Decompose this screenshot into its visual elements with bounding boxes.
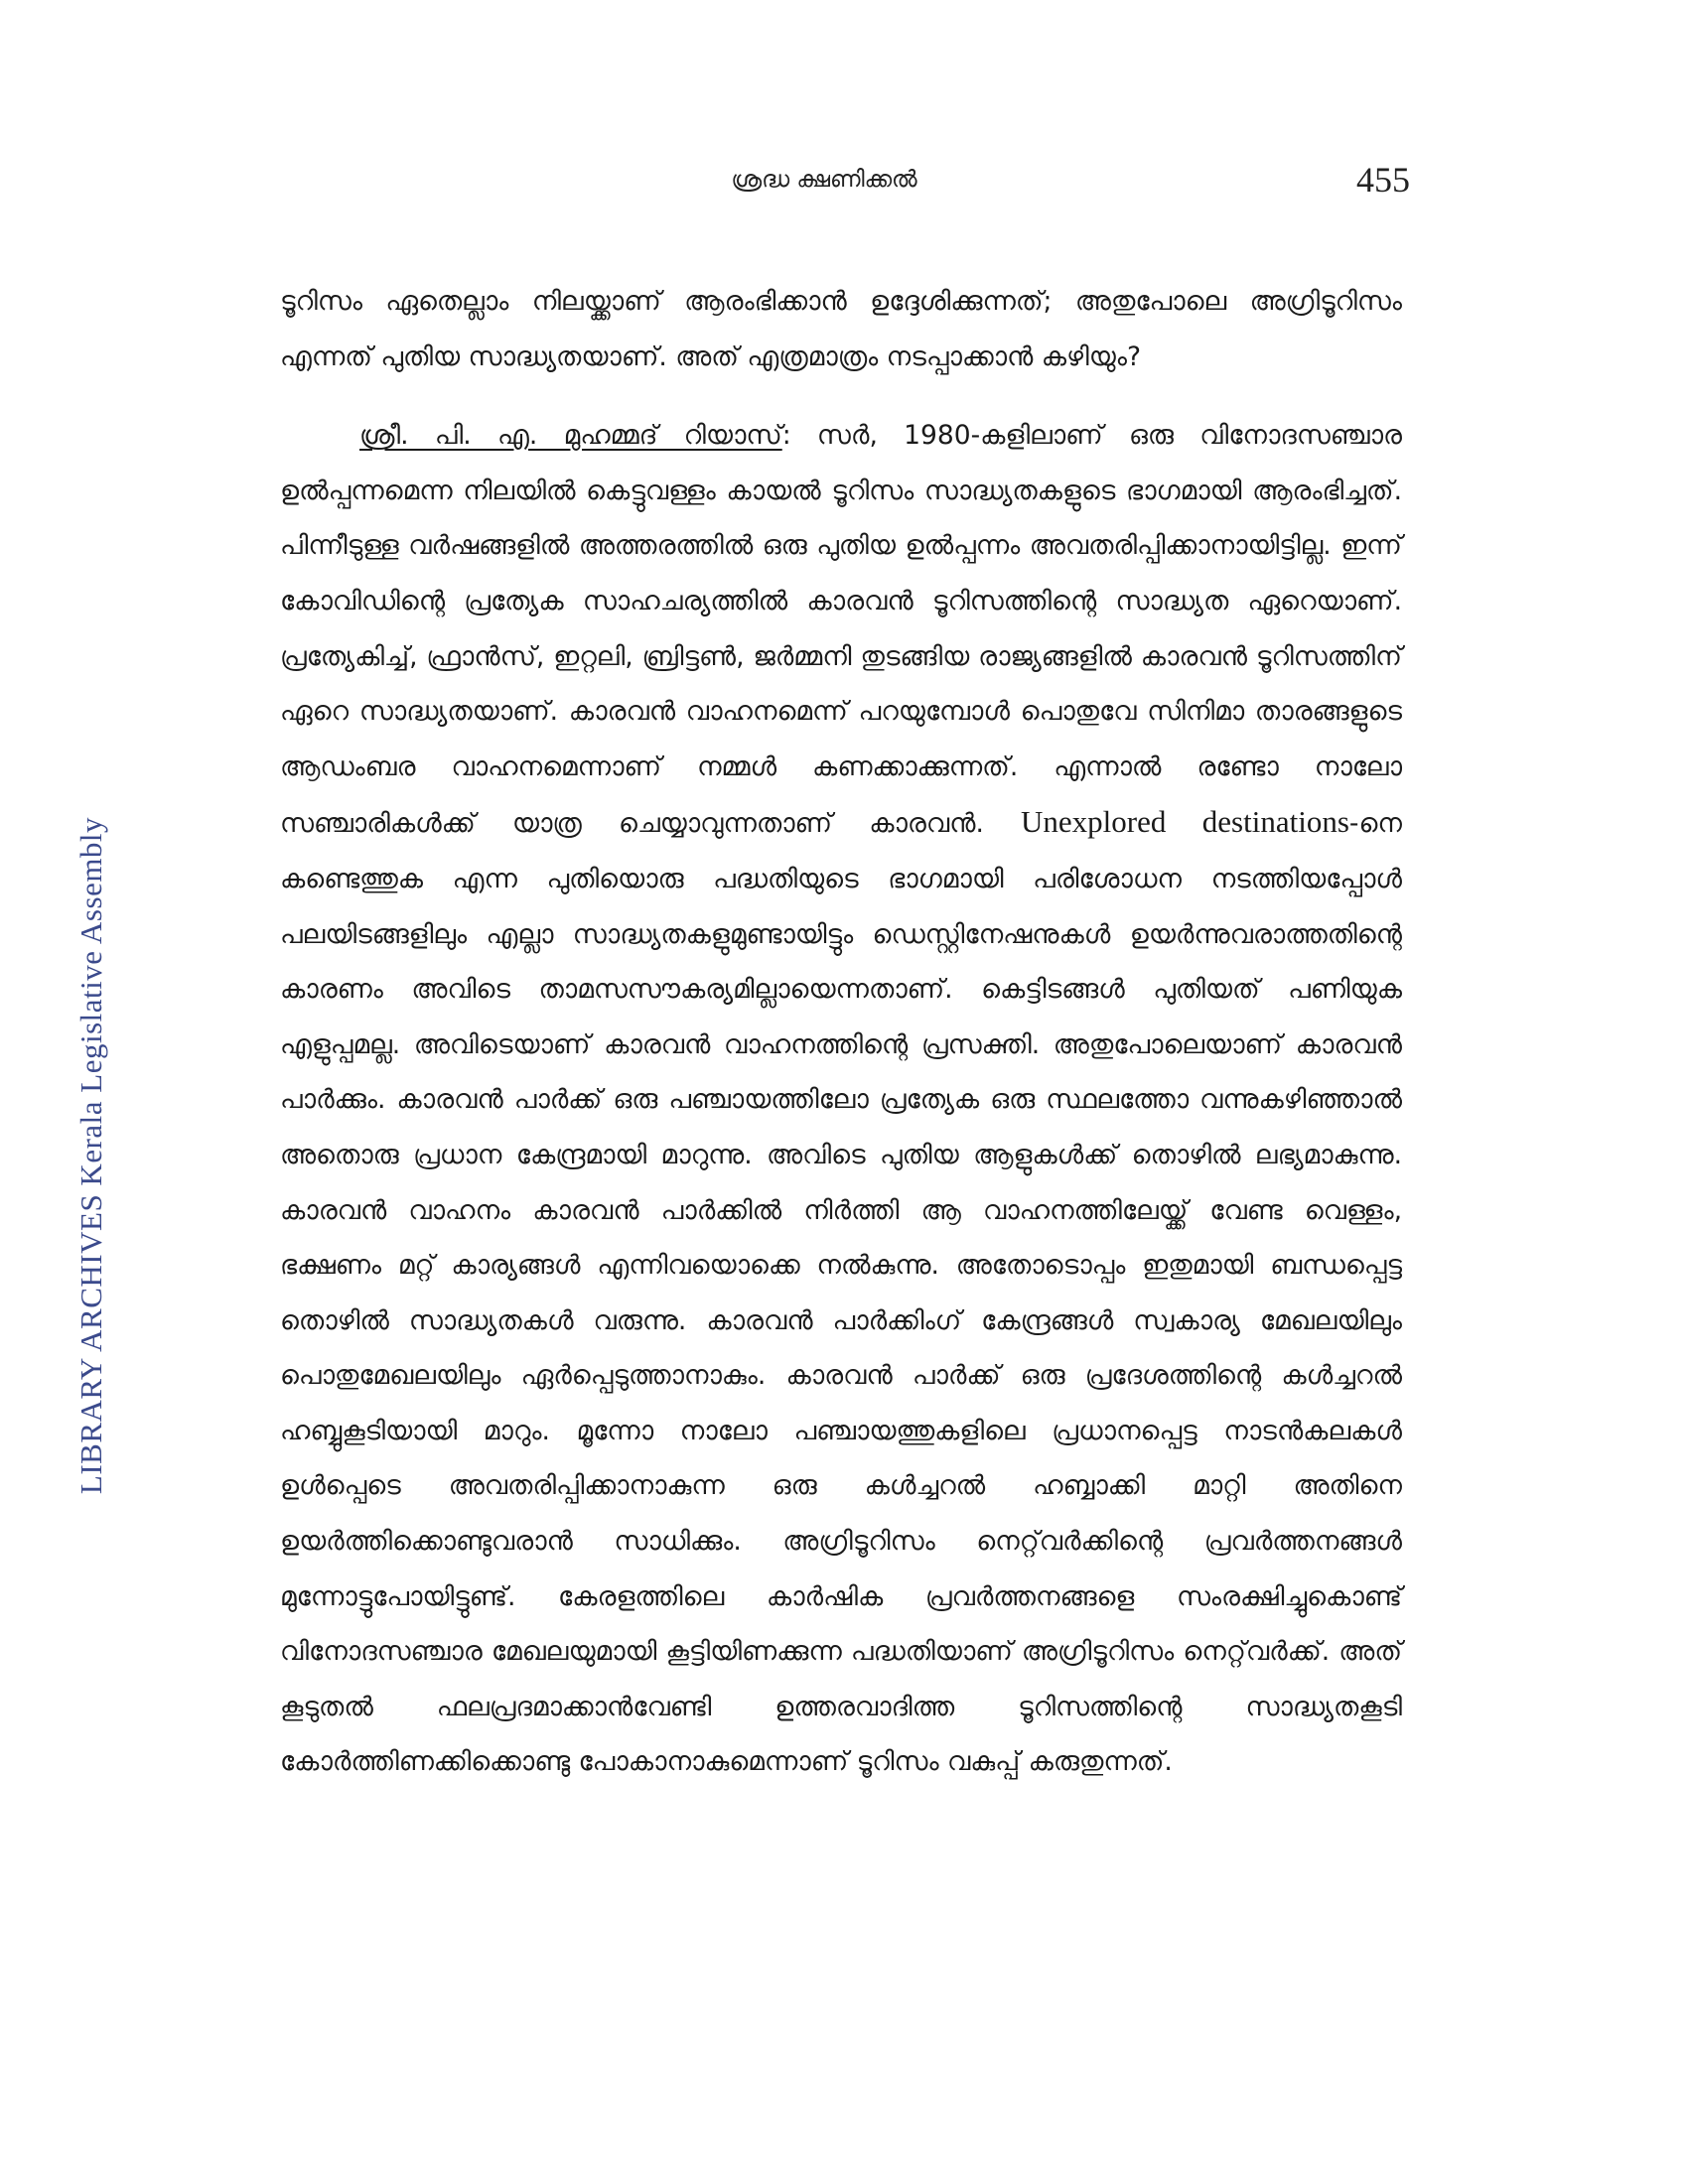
body-text [280,274,1402,1790]
archive-watermark: LIBRARY ARCHIVES Kerala Legislative Assembly [73,816,108,1495]
answer-latin-phrase: Unexplored destinations [1021,804,1349,840]
paragraph-question: ടൂറിസം ഏതെല്ലാം നിലയ്ക്കാണ് ആരംഭിക്കാൻ ഉദ്ദേശിക്കുന്നത്; അതുപോലെ അഗ്രിടൂറിസം എന്നത് പുതിയ സാദ്ധ്യതയാണ്. അത് എത്രമാത്രം നടപ്പാക്കാൻ കഴിയും? [280,286,1402,372]
running-head-title: ശ്രദ്ധ ക്ഷണിക്കൽ [731,167,917,193]
paragraph-answer [280,408,1402,1790]
answer-text-part-1: : സർ, 1980-കളിലാണ് ഒരു വിനോദസഞ്ചാര ഉൽപ്പന്നമെന്ന നിലയിൽ കെട്ടുവള്ളം കായൽ ടൂറിസം സാദ്ധ്യതകളുടെ ഭാഗമായി ആരംഭിച്ചത്. പിന്നീടുള്ള വർഷങ്ങളിൽ അത്തരത്തിൽ ഒരു പുതിയ ഉൽപ്പന്നം അവതരിപ്പിക്കാനായിട്ടില്ല. ഇന്ന് കോവിഡിന്റെ പ്രത്യേക സാഹചര്യത്തിൽ കാരവൻ ടൂറിസത്തിന്റെ സാദ്ധ്യത ഏറെയാണ്. പ്രത്യേകിച്ച്, ഫ്രാൻസ്, ഇറ്റലി, ബ്രിട്ടൺ, ജർമ്മനി തുടങ്ങിയ രാജ്യങ്ങളിൽ കാരവൻ ടൂറിസത്തിന് ഏറെ സാദ്ധ്യതയാണ്. കാരവൻ വാഹനമെന്ന് പറയുമ്പോൾ പൊതുവേ സിനിമാ താരങ്ങളുടെ ആഡംബര വാഹനമെന്നാണ് നമ്മൾ കണക്കാക്കുന്നത്. എന്നാൽ രണ്ടോ നാലോ സഞ്ചാരികൾക്ക് യാത്ര ചെയ്യാവുന്നതാണ് കാരവൻ. [280,420,1402,840]
answer-text-part-2: -നെ കണ്ടെത്തുക എന്ന പുതിയൊരു പദ്ധതിയുടെ ഭാഗമായി പരിശോധന നടത്തിയപ്പോൾ പലയിടങ്ങളിലും എല്ലാ സാദ്ധ്യതകളുമുണ്ടായിട്ടും ഡെസ്റ്റിനേഷനുകൾ ഉയർന്നുവരാത്തതിന്റെ കാരണം അവിടെ താമസസൗകര്യമില്ലായെന്നതാണ്. കെട്ടിടങ്ങൾ പുതിയത് പണിയുക എളുപ്പമല്ല. അവിടെയാണ് കാരവൻ വാഹനത്തിന്റെ പ്രസക്തി. അതുപോലെയാണ് കാരവൻ പാർക്കും. കാരവൻ പാർക്ക് ഒരു പഞ്ചായത്തിലോ പ്രത്യേക ഒരു സ്ഥലത്തോ വന്നുകഴിഞ്ഞാൽ അതൊരു പ്രധാന കേന്ദ്രമായി മാറുന്നു. അവിടെ പുതിയ ആളുകൾക്ക് തൊഴിൽ ലഭ്യമാകുന്നു. കാരവൻ വാഹനം കാരവൻ പാർക്കിൽ നിർത്തി ആ വാഹനത്തിലേയ്ക്ക് വേണ്ട വെള്ളം, ഭക്ഷണം മറ്റ് കാര്യങ്ങൾ എന്നിവയൊക്കെ നൽകുന്നു. അതോടൊപ്പം ഇതുമായി ബന്ധപ്പെട്ട തൊഴിൽ സാദ്ധ്യതകൾ വരുന്നു. കാരവൻ പാർക്കിംഗ് കേന്ദ്രങ്ങൾ സ്വകാര്യ മേഖലയിലും പൊതുമേഖലയിലും ഏർപ്പെടുത്താനാകും. കാരവൻ പാർക്ക് ഒരു പ്രദേശത്തിന്റെ കൾച്ചറൽ ഹബ്ബുകൂടിയായി മാറും. മൂന്നോ നാലോ പഞ്ചായത്തുകളിലെ പ്രധാനപ്പെട്ട നാടൻകലകൾ ഉൾപ്പെടെ അവതരിപ്പിക്കാനാകുന്ന ഒരു കൾച്ചറൽ ഹബ്ബാക്കി മാറ്റി അതിനെ ഉയർത്തിക്കൊണ്ടുവരാൻ സാധിക്കും. അഗ്രിടൂറിസം നെറ്റ്‌വർക്കിന്റെ പ്രവർത്തനങ്ങൾ മുന്നോട്ടുപോയിട്ടുണ്ട്. കേരളത്തിലെ കാർഷിക പ്രവർത്തനങ്ങളെ സംരക്ഷിച്ചുകൊണ്ട് വിനോദസഞ്ചാര മേഖലയുമായി കൂട്ടിയിണക്കുന്ന പദ്ധതിയാണ് അഗ്രിടൂറിസം നെറ്റ്‌വർക്ക്. അത് കൂടുതൽ ഫലപ്രദമാക്കാൻവേണ്ടി ഉത്തരവാദിത്ത ടൂറിസത്തിന്റെ സാദ്ധ്യതകൂടി കോർത്തിണക്കിക്കൊണ്ടു പോകാനാകുമെന്നാണ് ടൂറിസം വകുപ്പ് കരുതുന്നത്. [280,808,1402,1778]
speaker-name: ശ്രീ. പി. എ. മുഹമ്മദ് റിയാസ് [359,420,782,452]
page-number: 455 [1356,160,1410,200]
